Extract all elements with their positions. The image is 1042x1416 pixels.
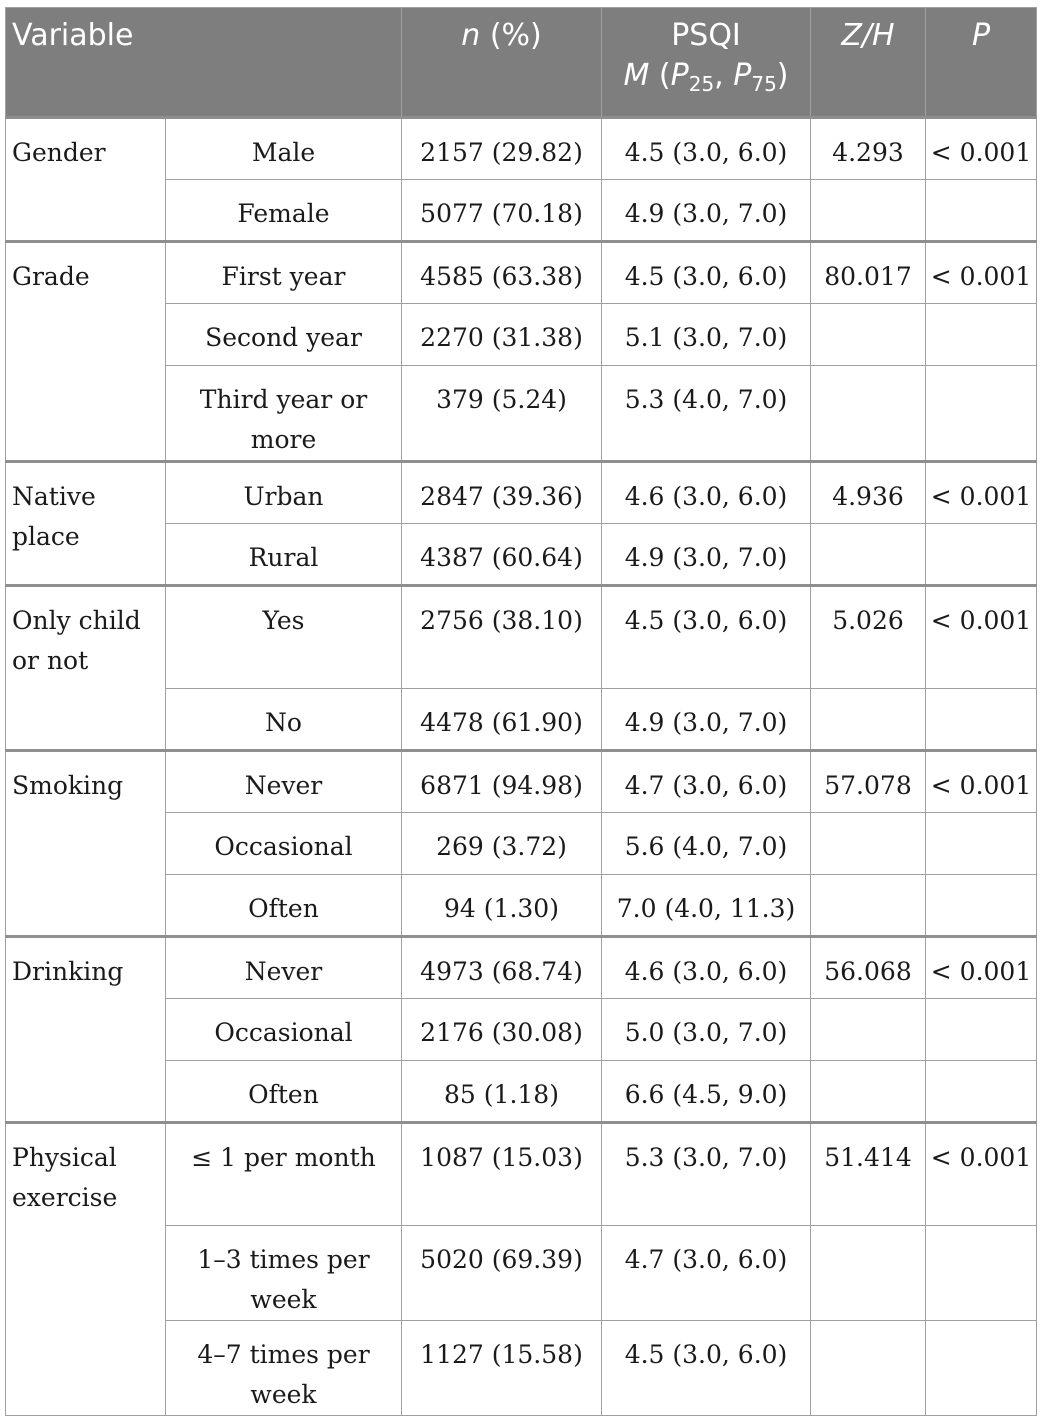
psqi-cell: 7.0 (4.0, 11.3)	[602, 875, 811, 937]
p-cell	[926, 1061, 1037, 1123]
n-cell: 2157 (29.82)	[402, 118, 602, 180]
zh-cell: 80.017	[811, 242, 926, 304]
header-psqi-p75: P	[733, 58, 752, 93]
table-row	[6, 242, 1037, 304]
p-cell	[926, 1321, 1037, 1416]
zh-cell: 51.414	[811, 1123, 926, 1226]
zh-cell	[811, 1061, 926, 1123]
p-cell	[926, 689, 1037, 751]
header-psqi-p25-sub: 25	[688, 72, 715, 96]
zh-cell	[811, 875, 926, 937]
category-cell: Second year	[166, 304, 402, 366]
n-cell: 4478 (61.90)	[402, 689, 602, 751]
zh-cell	[811, 304, 926, 366]
category-cell: 1–3 times per week	[166, 1226, 402, 1321]
variable-cell: Grade	[6, 242, 166, 462]
psqi-cell: 6.6 (4.5, 9.0)	[602, 1061, 811, 1123]
category-cell: Occasional	[166, 813, 402, 875]
p-cell: < 0.001	[926, 586, 1037, 689]
psqi-cell: 4.5 (3.0, 6.0)	[602, 118, 811, 180]
header-psqi-p75-sub: 75	[751, 72, 777, 96]
variable-cell: Only child or not	[6, 586, 166, 751]
n-cell: 269 (3.72)	[402, 813, 602, 875]
psqi-cell: 4.9 (3.0, 7.0)	[602, 180, 811, 242]
n-cell: 5077 (70.18)	[402, 180, 602, 242]
header-psqi-close: )	[776, 58, 789, 93]
p-cell	[926, 304, 1037, 366]
category-cell: Urban	[166, 462, 402, 524]
zh-cell	[811, 180, 926, 242]
p-cell	[926, 875, 1037, 937]
n-cell: 2176 (30.08)	[402, 999, 602, 1061]
n-cell: 2847 (39.36)	[402, 462, 602, 524]
table-row	[6, 1123, 1037, 1226]
psqi-cell: 4.7 (3.0, 6.0)	[602, 1226, 811, 1321]
p-cell	[926, 999, 1037, 1061]
n-cell: 2270 (31.38)	[402, 304, 602, 366]
n-cell: 4585 (63.38)	[402, 242, 602, 304]
header-p: P	[926, 8, 1037, 118]
category-cell: Often	[166, 875, 402, 937]
zh-cell	[811, 813, 926, 875]
table-header	[6, 8, 1037, 118]
p-cell	[926, 180, 1037, 242]
zh-cell	[811, 1321, 926, 1416]
zh-cell	[811, 999, 926, 1061]
header-n-percent	[402, 8, 602, 118]
zh-cell: 56.068	[811, 937, 926, 999]
n-cell: 6871 (94.98)	[402, 751, 602, 813]
psqi-cell: 5.3 (4.0, 7.0)	[602, 366, 811, 462]
psqi-cell: 4.9 (3.0, 7.0)	[602, 524, 811, 586]
psqi-cell: 4.6 (3.0, 6.0)	[602, 462, 811, 524]
category-cell: First year	[166, 242, 402, 304]
n-cell: 1087 (15.03)	[402, 1123, 602, 1226]
zh-cell	[811, 366, 926, 462]
table-body	[6, 118, 1037, 1416]
p-cell	[926, 813, 1037, 875]
psqi-cell: 4.7 (3.0, 6.0)	[602, 751, 811, 813]
zh-cell	[811, 1226, 926, 1321]
n-cell: 2756 (38.10)	[402, 586, 602, 689]
n-cell: 379 (5.24)	[402, 366, 602, 462]
category-cell: No	[166, 689, 402, 751]
zh-cell	[811, 689, 926, 751]
p-cell: < 0.001	[926, 937, 1037, 999]
psqi-cell: 5.6 (4.0, 7.0)	[602, 813, 811, 875]
n-cell: 85 (1.18)	[402, 1061, 602, 1123]
category-cell: 4–7 times per week	[166, 1321, 402, 1416]
psqi-cell: 4.9 (3.0, 7.0)	[602, 689, 811, 751]
n-cell: 94 (1.30)	[402, 875, 602, 937]
header-zh: Z/H	[811, 8, 926, 118]
header-n-unit: (%)	[480, 18, 542, 53]
category-cell: Yes	[166, 586, 402, 689]
psqi-cell: 4.5 (3.0, 6.0)	[602, 586, 811, 689]
p-cell: < 0.001	[926, 242, 1037, 304]
p-cell	[926, 524, 1037, 586]
psqi-cell: 5.0 (3.0, 7.0)	[602, 999, 811, 1061]
table-row	[6, 462, 1037, 524]
variable-cell: Gender	[6, 118, 166, 242]
zh-cell: 4.936	[811, 462, 926, 524]
zh-cell: 57.078	[811, 751, 926, 813]
psqi-cell: 4.5 (3.0, 6.0)	[602, 1321, 811, 1416]
variable-cell: Smoking	[6, 751, 166, 937]
table-row	[6, 118, 1037, 180]
header-psqi-p25: P	[670, 58, 689, 93]
results-table	[5, 7, 1037, 1416]
psqi-cell: 5.3 (3.0, 7.0)	[602, 1123, 811, 1226]
variable-cell: Native place	[6, 462, 166, 586]
category-cell: Often	[166, 1061, 402, 1123]
p-cell: < 0.001	[926, 751, 1037, 813]
header-psqi-open: (	[649, 58, 671, 93]
table-row	[6, 586, 1037, 689]
zh-cell: 5.026	[811, 586, 926, 689]
header-psqi-title: PSQI	[671, 18, 741, 53]
header-n-symbol: n	[461, 18, 481, 53]
category-cell: Rural	[166, 524, 402, 586]
variable-cell: Physical exercise	[6, 1123, 166, 1416]
header-variable: Variable	[6, 8, 402, 118]
n-cell: 5020 (69.39)	[402, 1226, 602, 1321]
table-row	[6, 751, 1037, 813]
psqi-cell: 4.6 (3.0, 6.0)	[602, 937, 811, 999]
zh-cell	[811, 524, 926, 586]
table-row	[6, 937, 1037, 999]
p-cell: < 0.001	[926, 118, 1037, 180]
header-psqi-m: M	[623, 58, 650, 93]
psqi-cell: 4.5 (3.0, 6.0)	[602, 242, 811, 304]
category-cell: Never	[166, 751, 402, 813]
category-cell: Male	[166, 118, 402, 180]
category-cell: Occasional	[166, 999, 402, 1061]
n-cell: 1127 (15.58)	[402, 1321, 602, 1416]
n-cell: 4973 (68.74)	[402, 937, 602, 999]
p-cell	[926, 1226, 1037, 1321]
category-cell: Never	[166, 937, 402, 999]
zh-cell: 4.293	[811, 118, 926, 180]
category-cell: Female	[166, 180, 402, 242]
p-cell	[926, 366, 1037, 462]
category-cell: Third year or more	[166, 366, 402, 462]
p-cell: < 0.001	[926, 1123, 1037, 1226]
header-psqi	[602, 8, 811, 118]
p-cell: < 0.001	[926, 462, 1037, 524]
category-cell: ≤ 1 per month	[166, 1123, 402, 1226]
n-cell: 4387 (60.64)	[402, 524, 602, 586]
psqi-cell: 5.1 (3.0, 7.0)	[602, 304, 811, 366]
variable-cell: Drinking	[6, 937, 166, 1123]
header-psqi-sep: ,	[714, 58, 734, 93]
